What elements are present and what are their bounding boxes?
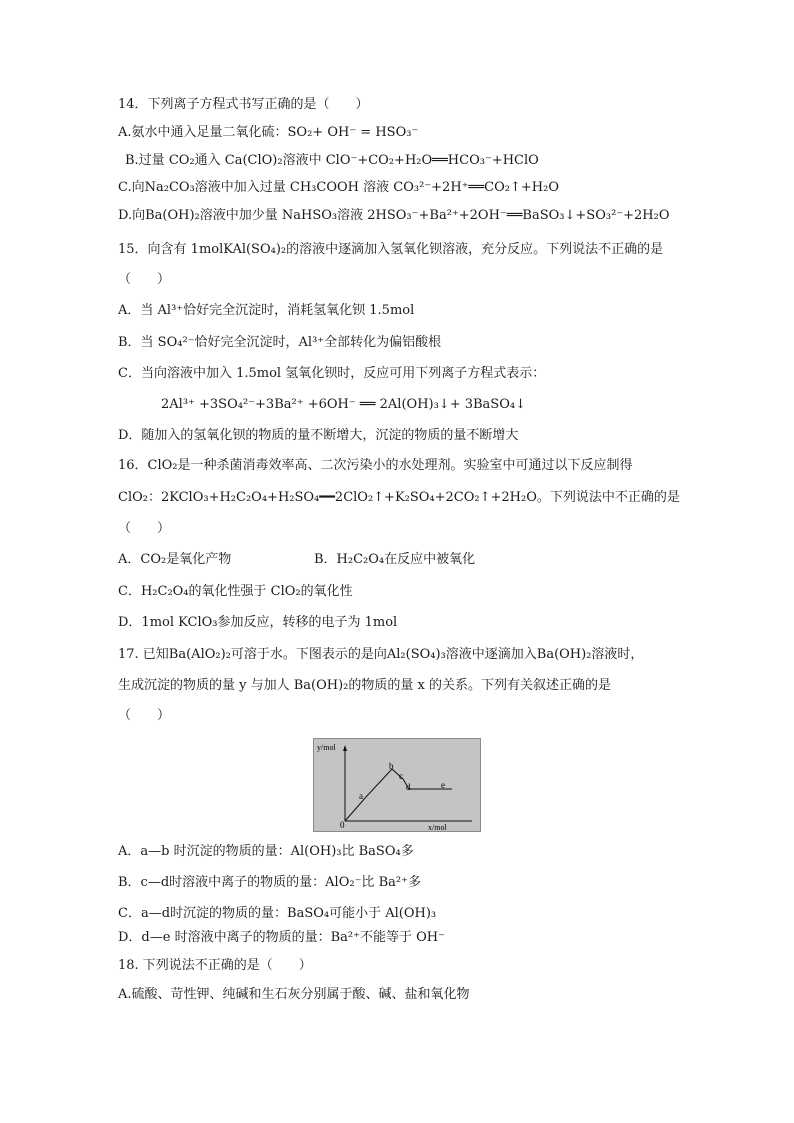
q14-option-d: D.向Ba(OH)₂溶液中加少量 NaHSO₃溶液 2HSO₃⁻+Ba²⁺+2OH⁻══BaSO₃↓+SO₃²⁻+2H₂O	[118, 208, 670, 223]
point-label-a: a	[359, 791, 363, 801]
q16-option-c: C．H₂C₂O₄的氧化性强于 ClO₂的氧化性	[118, 584, 353, 599]
q14-option-c: C.向Na₂CO₃溶液中加入过量 CH₃COOH 溶液 CO₃²⁻+2H⁺══CO₂↑+H₂O	[118, 180, 559, 195]
q18-option-a: A.硫酸、苛性钾、纯碱和生石灰分别属于酸、碱、盐和氧化物	[118, 987, 470, 1002]
q17-option-a: A．a—b 时沉淀的物质的量：Al(OH)₃比 BaSO₄多	[118, 844, 414, 859]
q15-stem-line1: 15．向含有 1molKAl(SO₄)₂的溶液中逐滴加入氢氧化钡溶液，充分反应。下列说法不正确的是	[118, 242, 664, 257]
q17-stem-line3: （ ）	[118, 708, 171, 723]
x-axis-label: x/mol	[428, 823, 447, 831]
q16-stem-line1: 16．ClO₂是一种杀菌消毒效率高、二次污染小的水处理剂。实验室中可通过以下反应制得	[118, 458, 633, 473]
q14-stem: 14．下列离子方程式书写正确的是（ ）	[118, 97, 369, 112]
q15-option-b: B．当 SO₄²⁻恰好完全沉淀时，Al³⁺全部转化为偏铝酸根	[118, 335, 442, 350]
q16-option-d: D．1mol KClO₃参加反应，转移的电子为 1mol	[118, 615, 398, 630]
q14-option-a: A.氨水中通入足量二氧化硫：SO₂+ OH⁻ = HSO₃⁻	[118, 125, 419, 140]
q16-option-a: A．CO₂是氧化产物	[118, 552, 232, 567]
q17-figure	[313, 738, 481, 832]
q14-option-b: B.过量 CO₂通入 Ca(ClO)₂溶液中 ClO⁻+CO₂+H₂O══HCO₃⁻+HClO	[125, 153, 539, 168]
q17-graph	[314, 739, 480, 831]
q15-option-d: D．随加入的氢氧化钡的物质的量不断增大，沉淀的物质的量不断增大	[118, 428, 519, 443]
q16-option-b: B．H₂C₂O₄在反应中被氧化	[314, 552, 476, 567]
q17-option-c: C．a—d时沉淀的物质的量：BaSO₄可能小于 Al(OH)₃	[118, 906, 437, 921]
point-label-e: e	[441, 780, 445, 790]
q15-option-c: C．当向溶液中加入 1.5mol 氢氧化钡时，反应可用下列离子方程式表示：	[118, 366, 546, 381]
y-axis-label: y/mol	[317, 743, 336, 752]
y-axis-arrow	[343, 745, 347, 751]
q16-stem-line3: （ ）	[118, 521, 171, 536]
q16-stem-line2: ClO₂：2KClO₃+H₂C₂O₄+H₂SO₄━━2ClO₂↑+K₂SO₄+2CO₂↑+2H₂O。下列说法中不正确的是	[118, 490, 680, 505]
point-label-d: d	[406, 782, 411, 792]
q17-option-b: B．c—d时溶液中离子的物质的量：AlO₂⁻比 Ba²⁺多	[118, 875, 421, 890]
q17-stem-line2: 生成沉淀的物质的量 y 与加人 Ba(OH)₂的物质的量 x 的关系。下列有关叙述正确的是	[118, 678, 611, 693]
point-label-b: b	[389, 761, 394, 771]
point-label-c: c	[399, 771, 403, 781]
q15-option-c-equation: 2Al³⁺ +3SO₄²⁻+3Ba²⁺ +6OH⁻ ══ 2Al(OH)₃↓+ 3BaSO₄↓	[161, 397, 526, 412]
q17-stem-line1: 17. 已知Ba(AlO₂)₂可溶于水。下图表示的是向Al₂(SO₄)₃溶液中逐滴加入Ba(OH)₂溶液时，	[118, 647, 644, 662]
q15-stem-line2: （ ）	[118, 272, 171, 287]
q18-stem: 18. 下列说法不正确的是（ ）	[118, 958, 312, 973]
origin-label: 0	[340, 820, 345, 830]
q15-option-a: A．当 Al³⁺恰好完全沉淀时，消耗氢氧化钡 1.5mol	[118, 303, 415, 318]
q17-option-d: D．d—e 时溶液中离子的物质的量：Ba²⁺不能等于 OH⁻	[118, 930, 445, 945]
